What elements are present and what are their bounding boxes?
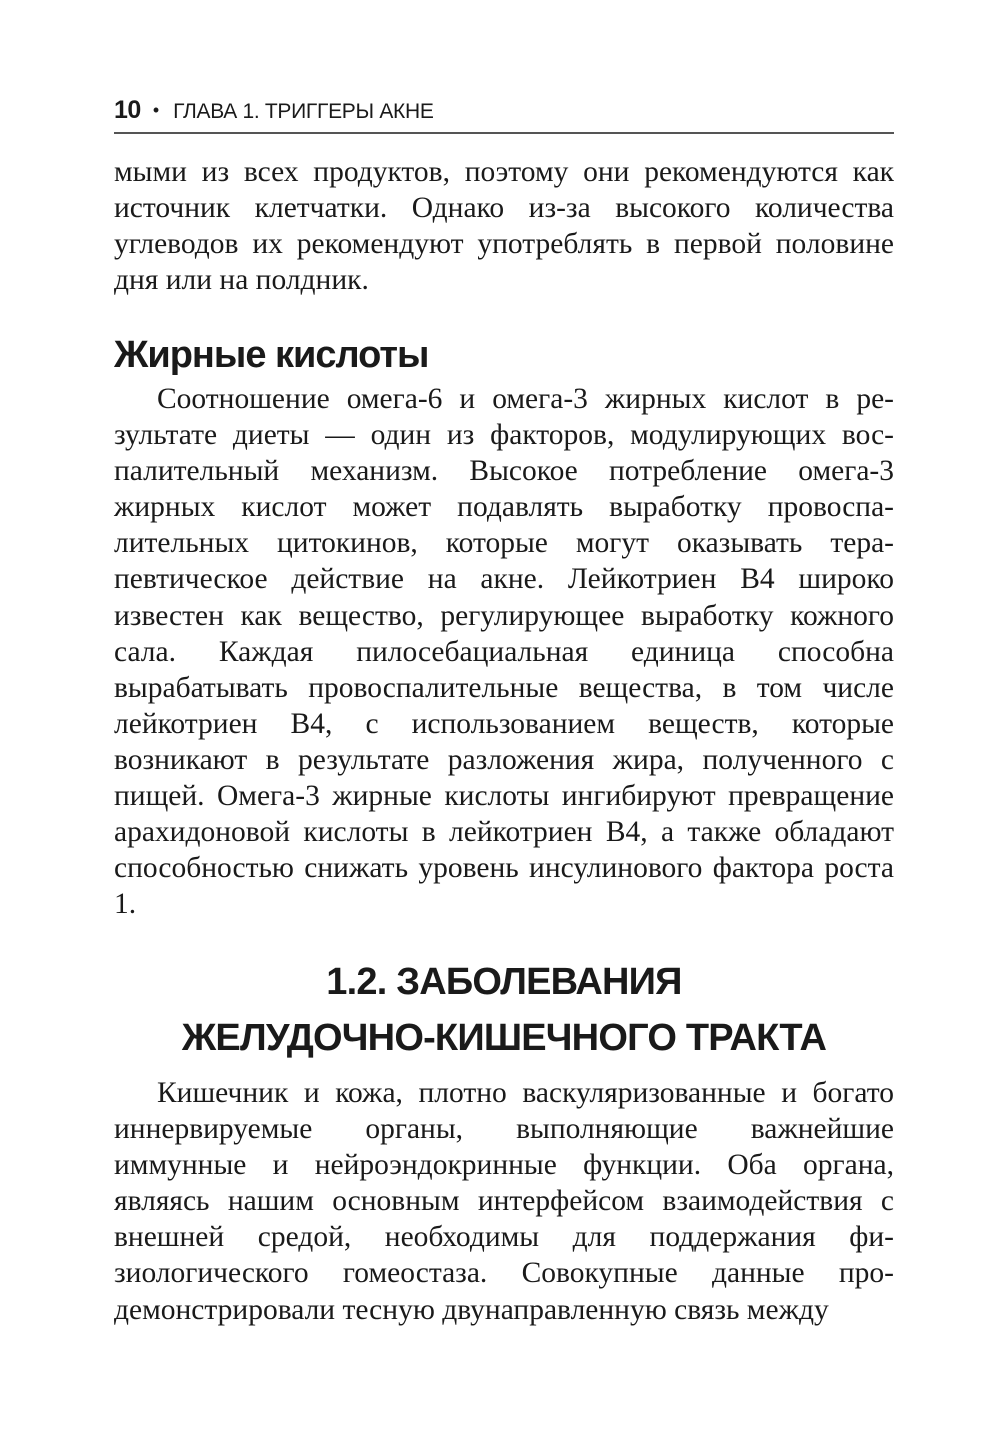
subheading-fatty-acids: Жирные кислоты [114,334,429,376]
paragraph-continuation: мыми из всех продуктов, поэтому они рекомендуются как источник клетчатки. Однако из-за высокого количества углеводов их рекомендуют употреблять в первой половине дня или на полдник. [114,156,894,297]
page-number: 10 [114,96,141,124]
paragraph-gi-intro: Кишечник и кожа, плотно васкуляризованные и богато иннервируемые органы, выполняющие важнейшие иммунные и нейроэндокринные функции. Оба органа, являясь нашим основным интерфейсом взаимодействия с внешней средой, необходимы для поддержания физиологического гомеостаза. Совокупные данные продемонстрировали тесную двунаправленную связь между [114,1077,894,1326]
running-header [114,96,894,134]
section-heading [114,954,894,1066]
bullet-icon: • [152,100,160,120]
chapter-title: ГЛАВА 1. ТРИГГЕРЫ АКНЕ [173,100,434,123]
paragraph-fatty-acids: Соотношение омега-6 и омега-3 жирных кислот в результате диеты — один из факторов, модулирующих воспалительный механизм. Высокое потребление омега-3 жирных кислот может подавлять выработку провоспалительных цитокинов, которые могут оказывать терапевтическое действие на акне. Лейкотриен В4 широко известен как вещество, регулирующее выработку кожного сала. Каждая пилосебациальная единица способна вырабатывать провоспалительные вещества, в том числе лейкотриен В4, с использованием веществ, которые возникают в результате разложения жира, полученного с пищей. Омега-3 жирные кислоты ингибируют превращение арахидоновой кислоты в лейкотриен В4, а также обладают способностью снижать уровень инсулинового фактора роста 1. [114,383,894,921]
section-heading-line-2: ЖЕЛУДОЧНО-КИШЕЧНОГО ТРАКТА [181,1017,827,1059]
section-heading-line-1: 1.2. ЗАБОЛЕВАНИЯ [326,961,682,1003]
